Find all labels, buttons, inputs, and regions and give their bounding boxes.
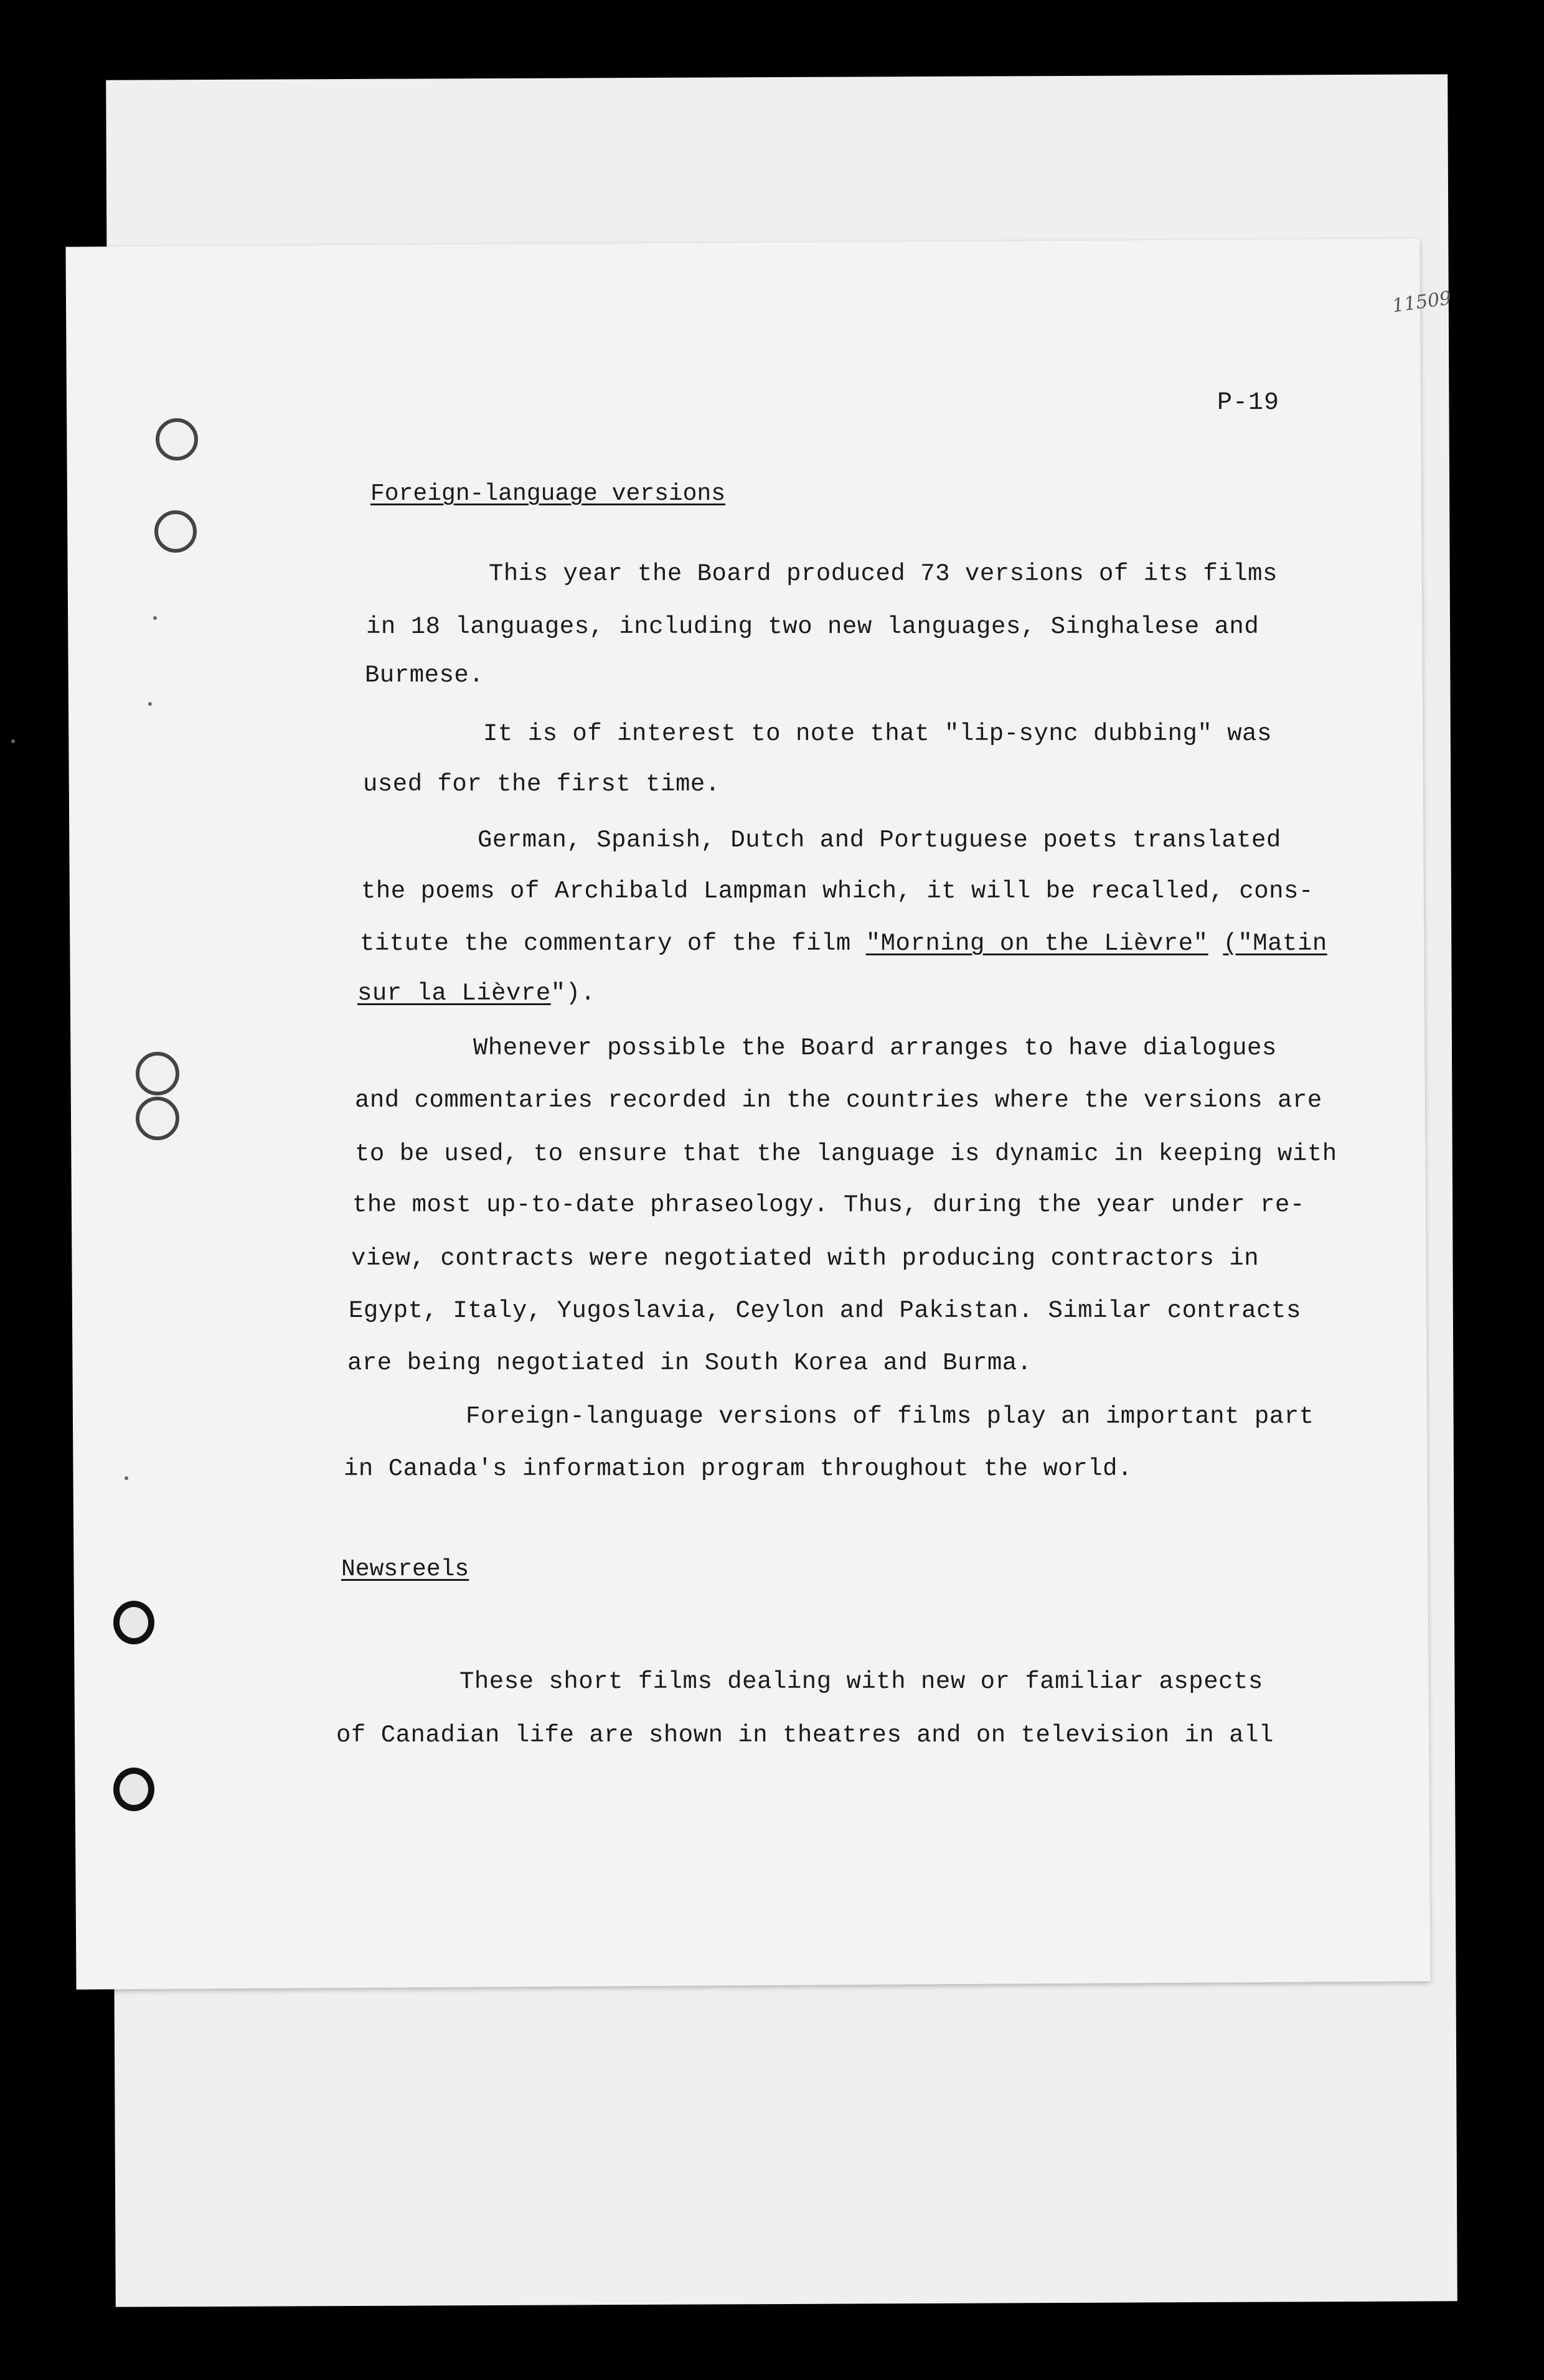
speck	[125, 1476, 128, 1480]
archive-number: 11509	[1391, 287, 1453, 317]
film-title-french: ("Matin	[1223, 930, 1327, 957]
punch-hole	[154, 510, 197, 553]
text-line: and commentaries recorded in the countries where the versions are	[355, 1087, 1322, 1114]
speck	[148, 702, 152, 706]
text-line: Foreign-language versions of films play an important part	[466, 1403, 1314, 1430]
text-line: used for the first time.	[363, 771, 720, 798]
section-heading: Foreign-language versions	[370, 480, 726, 507]
text-line: German, Spanish, Dutch and Portuguese poets translated	[478, 827, 1281, 854]
text-line: Egypt, Italy, Yugoslavia, Ceylon and Pakistan. Similar contracts	[349, 1297, 1301, 1324]
film-title: "Morning on the Lièvre"	[865, 930, 1208, 957]
punch-hole	[136, 1052, 179, 1095]
film-title-french: sur la Lièvre	[357, 980, 551, 1007]
text-line: This year the Board produced 73 versions of its films	[489, 560, 1278, 588]
text-line: the most up-to-date phraseology. Thus, during the year under re-	[352, 1191, 1305, 1219]
punch-hole	[113, 1768, 154, 1811]
text-line: the poems of Archibald Lampman which, it will be recalled, cons-	[361, 878, 1314, 905]
text-line	[360, 930, 1327, 957]
text-line: view, contracts were negotiated with producing contractors in	[351, 1245, 1259, 1272]
text-fragment: titute the commentary of the film	[360, 930, 866, 957]
section-heading: Newsreels	[341, 1556, 469, 1583]
text-fragment: ").	[550, 980, 596, 1007]
text-line: in Canada's information program throughout the world.	[344, 1455, 1132, 1483]
punch-hole	[156, 418, 198, 461]
text-line: in 18 languages, including two new languages, Singhalese and	[366, 613, 1259, 640]
text-line: Whenever possible the Board arranges to have dialogues	[473, 1034, 1277, 1062]
text-line: of Canadian life are shown in theatres and on television in all	[336, 1722, 1274, 1749]
text-line	[357, 980, 595, 1007]
page-number: P-19	[1217, 389, 1280, 417]
punch-hole	[113, 1601, 154, 1644]
text-line: Burmese.	[365, 662, 484, 689]
text-line: are being negotiated in South Korea and Burma.	[347, 1349, 1032, 1377]
text-line: These short films dealing with new or familiar aspects	[459, 1668, 1263, 1695]
text-line: to be used, to ensure that the language is dynamic in keeping with	[355, 1140, 1337, 1168]
speck	[153, 616, 157, 620]
text-line: It is of interest to note that "lip-sync dubbing" was	[483, 720, 1272, 747]
speck	[11, 739, 15, 743]
punch-hole	[136, 1097, 179, 1140]
